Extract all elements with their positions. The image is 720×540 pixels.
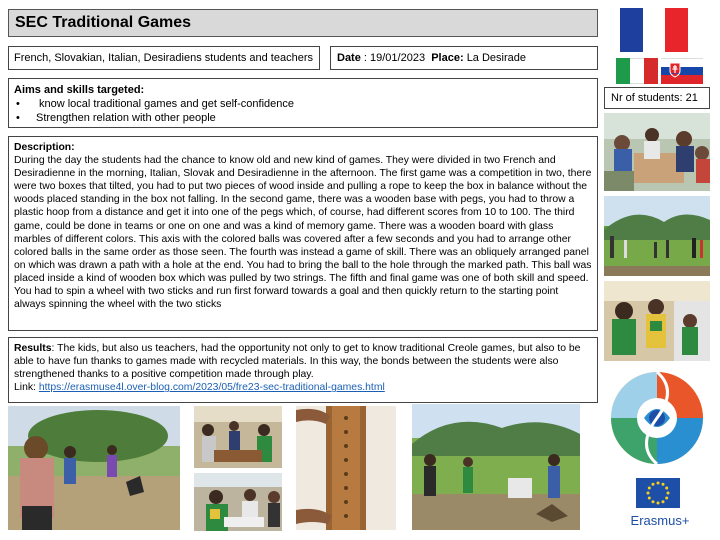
- photo-students-table-2: [194, 473, 282, 531]
- results-heading: Results: [14, 343, 52, 354]
- description-box: [8, 136, 598, 331]
- photo-wooden-board: [296, 406, 396, 530]
- participants-box: French, Slovakian, Italian, Desiradiens students and teachers: [8, 46, 320, 70]
- aims-item: • know local traditional games and get self-confidence: [14, 97, 592, 111]
- description-text: During the day the students had the chance to know old and new kind of games. They were divided in two French and Desiradienne in the morning, Italian, Slovak and Desiradienne in the afternoon. The first game was a competition in two, there were two boxes that tilted, you had to put two pieces of wood inside and pulling a rope to keep the box in balance without the woods placed standing in the box not falling. In the second game, there was a wooden base with pegs, you had to throw a plastic hoop from a distance and get it into one of the pegs which, of course, had different scores from 10 to 100. The third game, could be done in teams or one on one and was a kind of memory game. There was a wooden board with glass marbles of different colors. This axis with the colored balls was covered after a few seconds and you had to arrange other colored balls in the same order as those seen. The fourth was instead a game of skill. There was an obliquely arranged panel on which was drawn a path with a hole at the end. You had to bring the ball to the hole through the marked path. This ball was placed inside a kind of wooden box which was pulled by two strings. The fifth and final game was one of both skill and speed. You had to spin a wheel with two sticks and run first forward towards a goal and then quickly return to the starting point always spinning the wheel with the two sticks: [14, 155, 592, 311]
- aims-item: • Strengthen relation with other people: [14, 111, 592, 125]
- place-label: Place:: [431, 52, 464, 64]
- date-place-box: Date : 19/01/2023 Place: La Desirade: [330, 46, 598, 70]
- photo-students-green: [604, 281, 710, 361]
- slovakia-flag: [661, 58, 703, 84]
- photo-field-game: [412, 404, 580, 530]
- eu-flag-icon: [636, 478, 680, 508]
- date-value: 19/01/2023: [370, 52, 426, 64]
- students-count: Nr of students: 21: [604, 87, 710, 109]
- photo-field-landscape: [604, 196, 710, 276]
- france-flag: [620, 8, 688, 52]
- description-heading: Description:: [14, 142, 75, 153]
- erasmus-project-logo: [606, 370, 708, 466]
- photo-table-game: [194, 406, 282, 468]
- photo-girl-outdoor: [8, 406, 180, 530]
- link-label: Link:: [14, 382, 36, 394]
- page-title: SEC Traditional Games: [8, 9, 598, 37]
- results-box: [8, 337, 598, 403]
- photo-students-table: [604, 113, 710, 191]
- erasmus-plus-label: Erasmus+: [630, 513, 690, 528]
- place-value: La Desirade: [466, 52, 527, 64]
- aims-heading: Aims and skills targeted:: [14, 84, 145, 96]
- results-text: : The kids, but also us teachers, had the opportunity not only to get to know traditional Creole games, but also to be able to have fun thanks to games made with recycled materials. In this way, the bonds between the students were also strengthened thanks to a positive competition made through play.: [14, 343, 581, 381]
- blog-link[interactable]: https://erasmuse4l.over-blog.com/2023/05/fre23-sec-traditional-games.html: [38, 382, 385, 394]
- slovakia-coat-of-arms-icon: [669, 62, 681, 78]
- aims-box: [8, 78, 598, 128]
- italy-flag: [616, 58, 658, 84]
- date-label: Date: [337, 52, 361, 64]
